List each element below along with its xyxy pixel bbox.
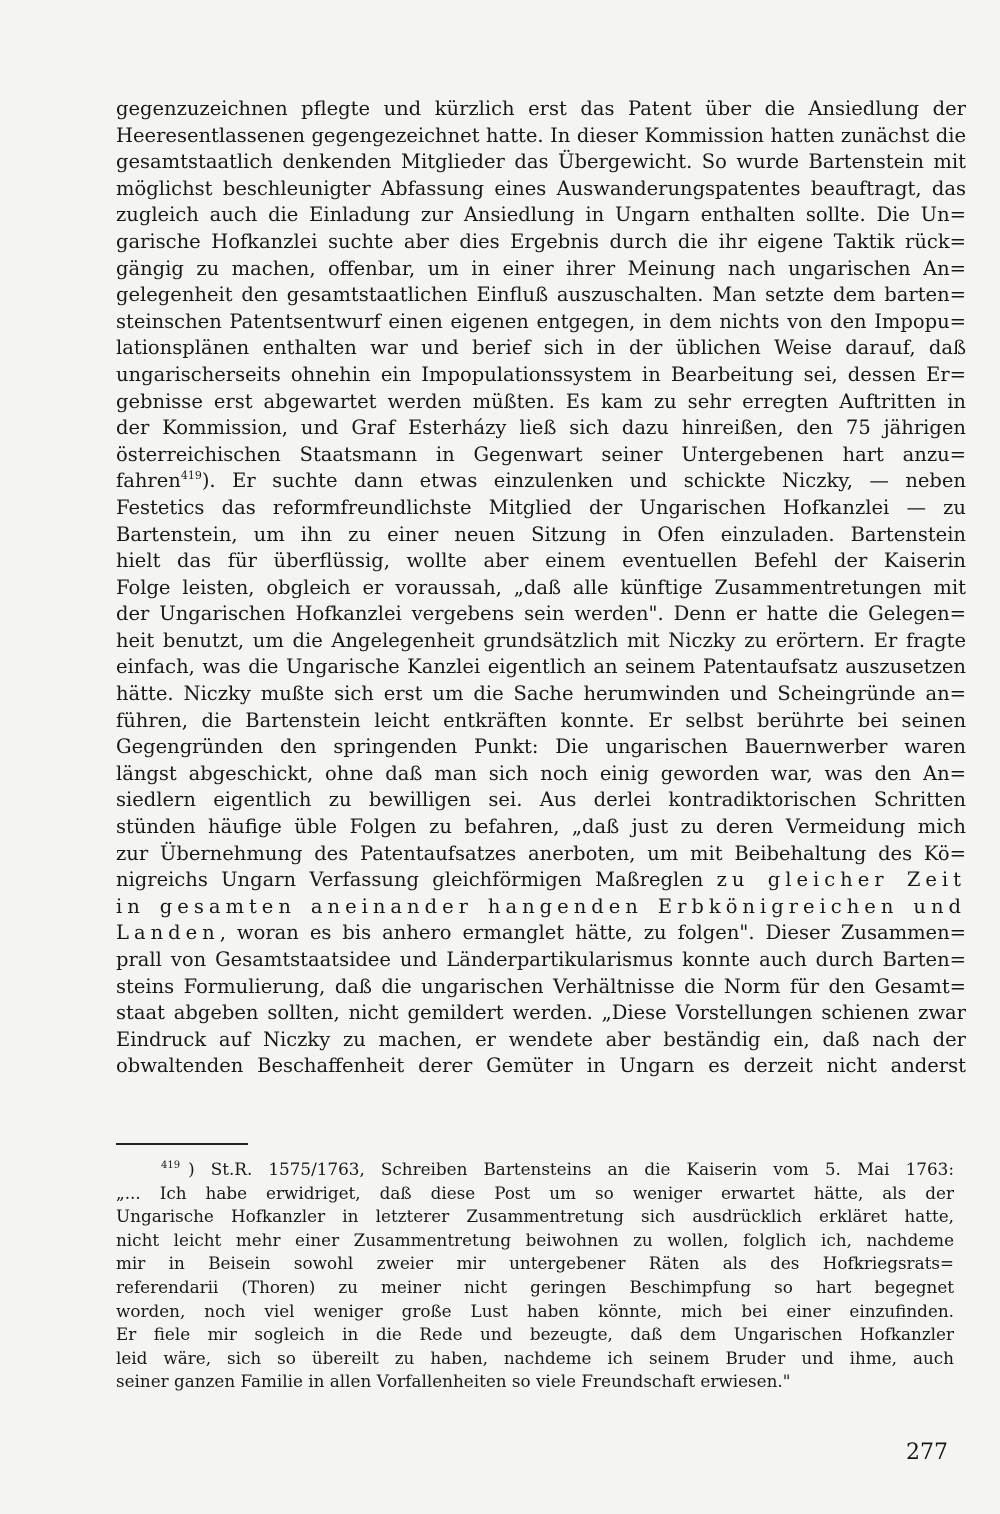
body-line: einfach, was die Ungarische Kanzlei eigentlich an seinem Patentaufsatz auszusetzen: [116, 655, 966, 679]
body-line: zugleich auch die Einladung zur Ansiedlung in Ungarn enthalten sollte. Die Un=: [116, 203, 966, 227]
body-line: hielt das für überflüssig, wollte aber einem eventuellen Befehl der Kaiserin: [116, 549, 966, 573]
body-line-with-footnote-ref: [116, 468, 966, 495]
body-line: Gegengründen den springenden Punkt: Die ungarischen Bauernwerber waren: [116, 735, 966, 759]
body-line: stünden häufige üble Folgen zu befahren, „daß just zu deren Vermeidung mich: [116, 815, 966, 839]
body-line: gängig zu machen, offenbar, um in einer ihrer Meinung nach ungarischen An=: [116, 256, 966, 280]
body-line: der Ungarischen Hofkanzlei vergebens sein werden". Denn er hatte die Gelegen=: [116, 602, 966, 626]
footnote-line: [116, 1158, 954, 1182]
body-line: lationsplänen enthalten war und berief sich in der üblichen Weise darauf, daß: [116, 336, 966, 360]
footnote-divider: [116, 1143, 248, 1145]
footnote-line: worden, noch viel weniger große Lust haben könnte, mich bei einer einzufinden.: [116, 1300, 954, 1321]
body-line: zur Übernehmung des Patentaufsatzes anerboten, um mit Beibehaltung des Kö=: [116, 841, 966, 865]
footnote: [116, 1158, 954, 1394]
body-line-emphasis: [116, 867, 966, 894]
text-fragment: ). Er suchte dann etwas einzulenken und schickte Niczky, — neben: [201, 469, 966, 493]
footnote-line: Er fiele mir sogleich in die Rede und bezeugte, daß dem Ungarischen Hofkanzler: [116, 1324, 954, 1345]
body-line: Bartenstein, um ihn zu einer neuen Sitzung in Ofen einzuladen. Bartenstein: [116, 522, 966, 546]
body-line: der Kommission, und Graf Esterházy ließ sich dazu hinreißen, den 75 jährigen: [116, 416, 966, 440]
footnote-line: seiner ganzen Familie in allen Vorfallenheiten so viele Freundschaft erwiesen.": [116, 1371, 791, 1392]
body-line-emphasis: [116, 920, 966, 947]
footnote-line: leid wäre, sich so übereilt zu haben, nachdeme ich seinem Bruder und ihme, auch: [116, 1347, 954, 1368]
footnote-line: referendarii (Thoren) zu meiner nicht geringen Beschimpfung so hart begegnet: [116, 1276, 954, 1297]
footnote-number: 419: [161, 1160, 181, 1171]
body-line: Folge leisten, obgleich er voraussah, „daß alle künftige Zusammentretungen mit: [116, 575, 966, 599]
page-number: 277: [906, 1440, 948, 1465]
footnote-line: „... Ich habe erwidriget, daß diese Post um so weniger erwartet hätte, als der: [116, 1182, 954, 1203]
body-line: siedlern eigentlich zu bewilligen sei. Aus derlei kontradiktorischen Schritten: [116, 788, 966, 812]
body-line: Eindruck auf Niczky zu machen, er wendete aber beständig ein, daß nach der: [116, 1027, 966, 1051]
body-line: führen, die Bartenstein leicht entkräften konnte. Er selbst berührte bei seinen: [116, 708, 966, 732]
body-line: österreichischen Staatsmann in Gegenwart seiner Untergebenen hart anzu=: [116, 442, 966, 466]
footnote-line: mir in Beisein sowohl zweier mir untergebener Räten als des Hofkriegsrats=: [116, 1253, 954, 1274]
emphasized-text: Landen: [116, 921, 220, 945]
text-fragment: ) St.R. 1575/1763, Schreiben Bartensteins an die Kaiserin vom 5. Mai 1763:: [188, 1159, 954, 1179]
body-line: gesamtstaatlich denkenden Mitglieder das Übergewicht. So wurde Bartenstein mit: [116, 150, 966, 174]
body-line: obwaltenden Beschaffenheit derer Gemüter in Ungarn es derzeit nicht anderst: [116, 1054, 966, 1078]
footnote-reference[interactable]: 419: [180, 469, 202, 483]
body-line: längst abgeschickt, ohne daß man sich noch einig geworden war, was den An=: [116, 761, 966, 785]
emphasized-text: zu gleicher Zeit: [716, 868, 966, 892]
body-line: prall von Gesamtstaatsidee und Länderpartikularismus konnte auch durch Barten=: [116, 948, 966, 971]
body-line: heit benutzt, um die Angelegenheit grundsätzlich mit Niczky zu erörtern. Er fragte: [116, 628, 966, 652]
body-line: hätte. Niczky mußte sich erst um die Sache herumwinden und Scheingründe an=: [116, 682, 966, 706]
body-line: staat abgeben sollten, nicht gemildert werden. „Diese Vorstellungen schienen zwar: [116, 1001, 966, 1025]
body-line: gelegenheit den gesamtstaatlichen Einfluß auszuschalten. Man setzte dem barten=: [116, 283, 966, 307]
body-line: steinschen Patentsentwurf einen eigenen entgegen, in dem nichts von den Impopu=: [116, 309, 966, 333]
body-line: möglichst beschleunigter Abfassung eines Auswanderungspatentes beauftragt, das: [116, 176, 966, 200]
footnote-line: nicht leicht mehr einer Zusammentretung beiwohnen zu wollen, folglich ich, nachdeme: [116, 1229, 954, 1250]
body-line: garische Hofkanzlei suchte aber dies Ergebnis durch die ihr eigene Taktik rück=: [116, 229, 966, 253]
text-fragment: fahren: [116, 469, 181, 493]
body-line: steins Formulierung, daß die ungarischen Verhältnisse die Norm für den Gesamt=: [116, 974, 966, 998]
body-line-emphasized: in gesamten aneinander hangenden Erbkönigreichen und: [116, 894, 966, 918]
text-fragment: nigreichs Ungarn Verfassung gleichförmigen Maßreglen: [116, 868, 717, 892]
body-text: [116, 96, 966, 1080]
body-line: ungarischerseits ohnehin ein Impopulationssystem in Bearbeitung sei, dessen Er=: [116, 362, 966, 386]
body-line: Festetics das reformfreundlichste Mitglied der Ungarischen Hofkanzlei — zu: [116, 495, 966, 519]
footnote-line: Ungarische Hofkanzler in letzterer Zusammentretung sich ausdrücklich erkläret hatte,: [116, 1206, 954, 1227]
text-fragment: , woran es bis anhero ermanglet hätte, zu folgen". Dieser Zusammen=: [219, 921, 966, 945]
body-line: Heeresentlassenen gegengezeichnet hatte. In dieser Kommission hatten zunächst die: [116, 123, 966, 147]
body-line: gegenzuzeichnen pflegte und kürzlich erst das Patent über die Ansiedlung der: [116, 97, 966, 120]
body-line: gebnisse erst abgewartet werden müßten. Es kam zu sehr erregten Auftritten in: [116, 389, 966, 413]
